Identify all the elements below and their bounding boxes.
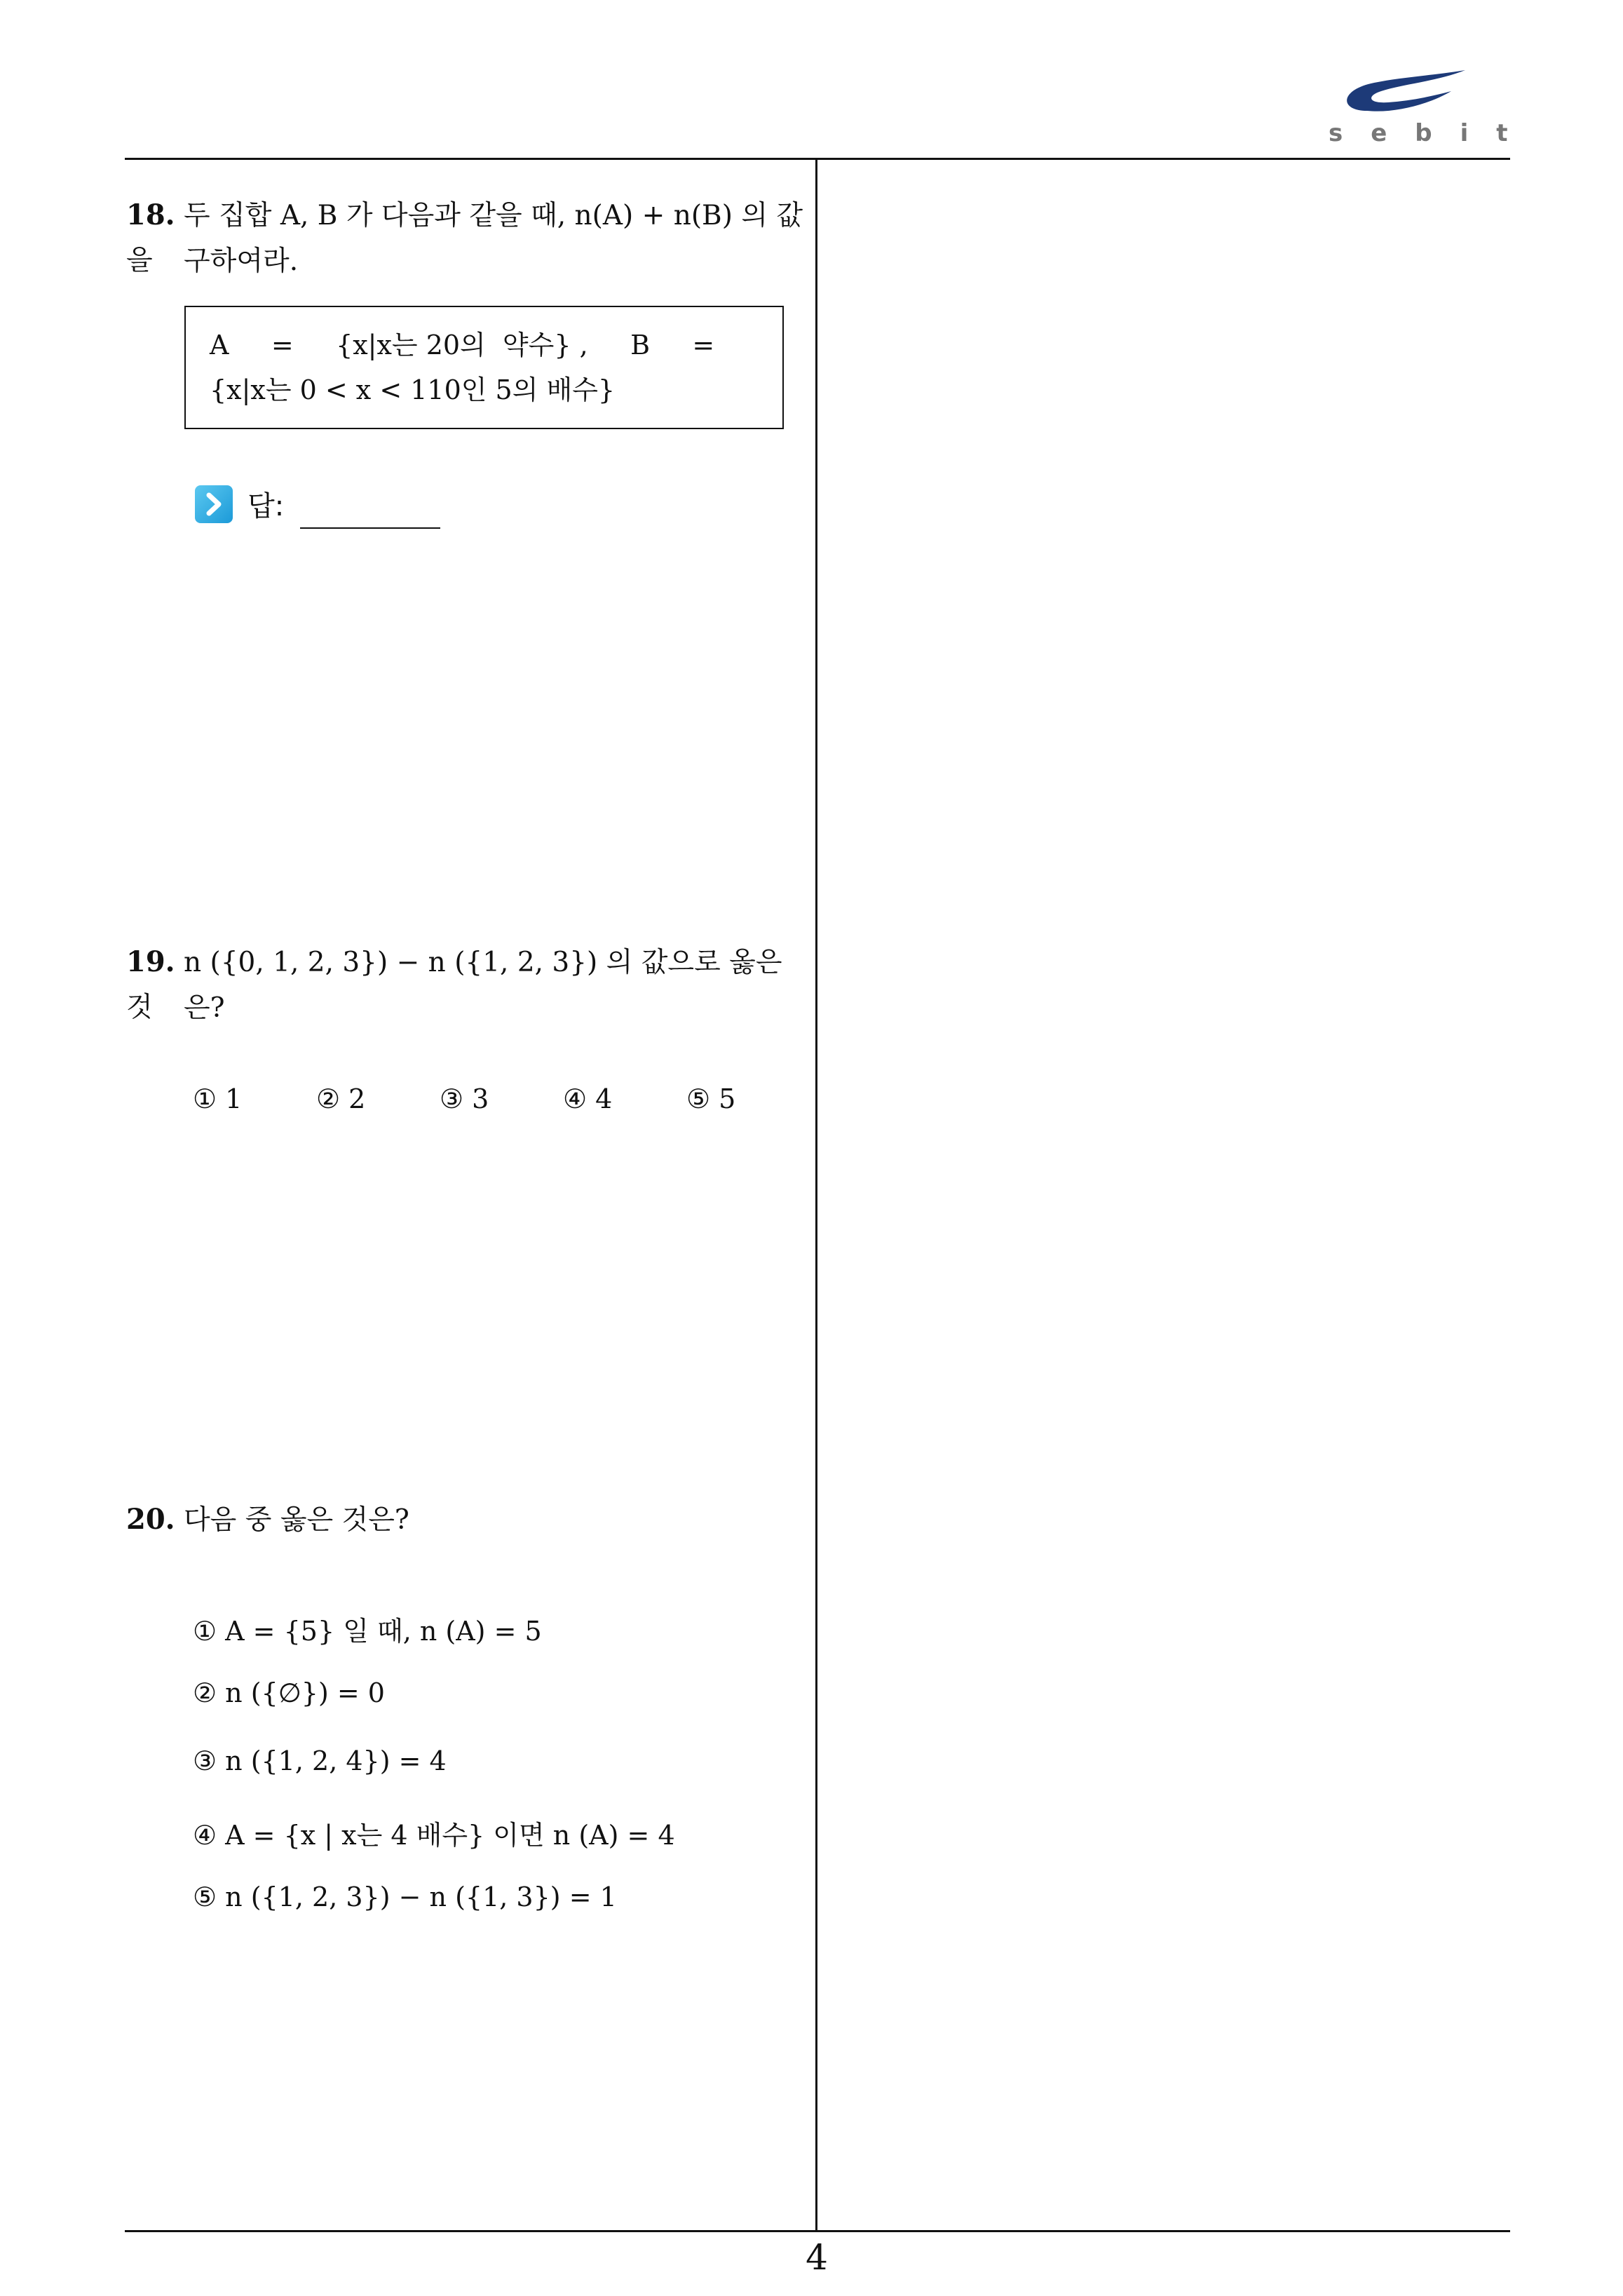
question-20-choice-1[interactable]: ① A = {5} 일 때, n (A) = 5 bbox=[193, 1616, 542, 1647]
footer-rule bbox=[125, 2230, 1510, 2232]
question-20-choice-4[interactable]: ④ A = {x | x는 4 배수} 이면 n (A) = 4 bbox=[193, 1820, 675, 1851]
sebit-wordmark: sebit bbox=[1329, 119, 1536, 147]
question-20 bbox=[126, 1497, 409, 1543]
question-18-text-line2: 구하여라. bbox=[184, 245, 299, 277]
question-18-set-box bbox=[184, 306, 784, 429]
answer-arrow-icon bbox=[195, 485, 233, 523]
choice-2[interactable]: ② 2 bbox=[316, 1083, 366, 1114]
choice-4[interactable]: ④ 4 bbox=[563, 1083, 613, 1114]
choice-5[interactable]: ⑤ 5 bbox=[686, 1083, 736, 1114]
choice-1[interactable]: ① 1 bbox=[193, 1083, 243, 1114]
answer-blank-line[interactable] bbox=[300, 527, 440, 529]
header-rule bbox=[125, 158, 1510, 160]
answer-label: 답: bbox=[247, 490, 285, 522]
question-19-choices bbox=[193, 1083, 810, 1114]
question-19-text-line2: 은? bbox=[184, 992, 225, 1024]
question-18-text-line1: 두 집합 A, B 가 다음과 같을 때, n(A) + n(B) 의 값을 bbox=[126, 200, 803, 276]
column-divider bbox=[815, 158, 817, 2232]
question-20-choice-5[interactable]: ⑤ n ({1, 2, 3}) − n ({1, 3}) = 1 bbox=[193, 1882, 617, 1912]
answer-area bbox=[195, 484, 284, 526]
question-20-number: 20. bbox=[126, 1503, 175, 1536]
question-19 bbox=[126, 940, 806, 1030]
page-number: 4 bbox=[806, 2237, 828, 2278]
choice-3[interactable]: ③ 3 bbox=[440, 1083, 489, 1114]
question-19-number: 19. bbox=[126, 945, 175, 978]
set-definition-line2: {x|x는 0 < x < 110인 5의 배수} bbox=[210, 374, 616, 405]
question-19-text-line1: n ({0, 1, 2, 3}) − n ({1, 2, 3}) 의 값으로 옳은 것 bbox=[126, 947, 782, 1023]
question-20-choice-3[interactable]: ③ n ({1, 2, 4}) = 4 bbox=[193, 1745, 447, 1776]
question-18-number: 18. bbox=[126, 198, 175, 231]
question-20-choice-2[interactable]: ② n ({∅}) = 0 bbox=[193, 1677, 385, 1708]
question-20-text: 다음 중 옳은 것은? bbox=[184, 1504, 409, 1536]
set-definition-line1: A = {x|x는 20의 약수} , B = bbox=[210, 330, 715, 360]
